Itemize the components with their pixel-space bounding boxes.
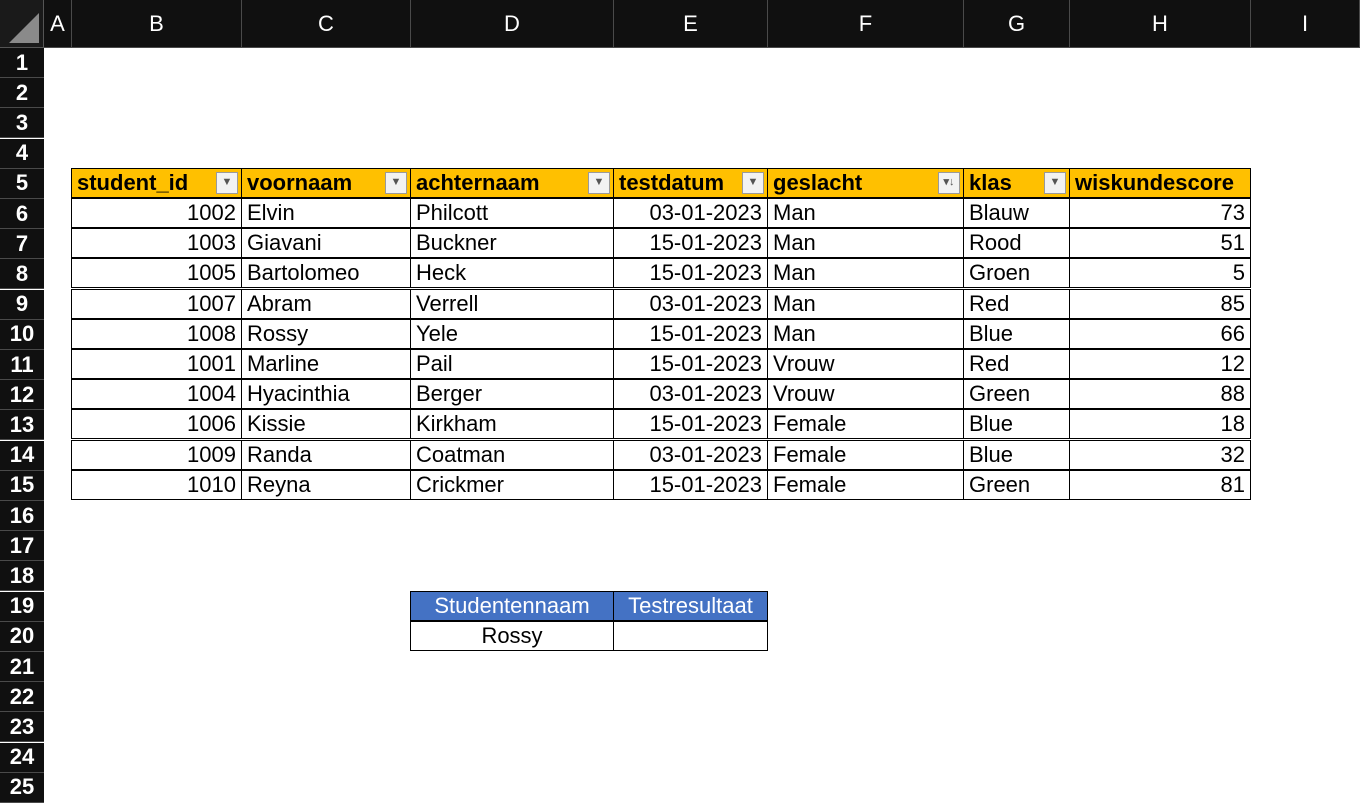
table-cell-student-id[interactable]: 1001 bbox=[71, 349, 242, 379]
row-header-21[interactable]: 21 bbox=[0, 652, 44, 682]
table-cell-wiskundescore[interactable]: 12 bbox=[1069, 349, 1251, 379]
table-cell-testdatum[interactable]: 03-01-2023 bbox=[613, 379, 768, 409]
row-header-9[interactable]: 9 bbox=[0, 290, 44, 320]
table-cell-testdatum[interactable]: 15-01-2023 bbox=[613, 228, 768, 258]
table-cell-geslacht[interactable]: Vrouw bbox=[767, 349, 964, 379]
row-header-5[interactable]: 5 bbox=[0, 169, 44, 199]
table-cell-achternaam[interactable]: Heck bbox=[410, 258, 614, 288]
table-cell-wiskundescore[interactable]: 66 bbox=[1069, 319, 1251, 349]
row-header-7[interactable]: 7 bbox=[0, 229, 44, 259]
table-cell-voornaam[interactable]: Kissie bbox=[241, 409, 411, 439]
row-header-12[interactable]: 12 bbox=[0, 380, 44, 410]
table-cell-geslacht[interactable]: Female bbox=[767, 409, 964, 439]
table-cell-testdatum[interactable]: 15-01-2023 bbox=[613, 409, 768, 439]
table-cell-geslacht[interactable]: Man bbox=[767, 258, 964, 288]
table-cell-wiskundescore[interactable]: 51 bbox=[1069, 228, 1251, 258]
table-cell-klas[interactable]: Blue bbox=[963, 319, 1070, 349]
table-cell-achternaam[interactable]: Yele bbox=[410, 319, 614, 349]
column-header-c[interactable]: C bbox=[242, 0, 411, 48]
table-cell-geslacht[interactable]: Man bbox=[767, 198, 964, 228]
header-label-voornaam: voornaam bbox=[247, 169, 353, 195]
table-cell-testdatum[interactable]: 15-01-2023 bbox=[613, 470, 768, 500]
row-header-1[interactable]: 1 bbox=[0, 48, 44, 78]
row-header-2[interactable]: 2 bbox=[0, 78, 44, 108]
row-header-22[interactable]: 22 bbox=[0, 682, 44, 712]
table-cell-geslacht[interactable]: Man bbox=[767, 319, 964, 349]
lookup-header-testresultaat[interactable]: Testresultaat bbox=[613, 591, 768, 621]
table-cell-voornaam[interactable]: Bartolomeo bbox=[241, 258, 411, 288]
table-cell-klas[interactable]: Blue bbox=[963, 440, 1070, 470]
header-label-testdatum: testdatum bbox=[619, 169, 725, 195]
table-cell-voornaam[interactable]: Reyna bbox=[241, 470, 411, 500]
row-header-8[interactable]: 8 bbox=[0, 259, 44, 289]
table-cell-voornaam[interactable]: Marline bbox=[241, 349, 411, 379]
select-all-corner[interactable] bbox=[0, 0, 44, 48]
row-header-25[interactable]: 25 bbox=[0, 773, 44, 803]
row-header-11[interactable]: 11 bbox=[0, 350, 44, 380]
table-cell-testdatum[interactable]: 03-01-2023 bbox=[613, 289, 768, 319]
table-cell-achternaam[interactable]: Pail bbox=[410, 349, 614, 379]
table-cell-student-id[interactable]: 1004 bbox=[71, 379, 242, 409]
lookup-header-studentennaam[interactable]: Studentennaam bbox=[410, 591, 614, 621]
table-header-testdatum[interactable] bbox=[613, 168, 768, 198]
table-cell-klas[interactable]: Green bbox=[963, 379, 1070, 409]
filter-dropdown-icon[interactable]: ▼ bbox=[1044, 172, 1066, 194]
table-cell-klas[interactable]: Red bbox=[963, 289, 1070, 319]
table-cell-wiskundescore[interactable]: 18 bbox=[1069, 409, 1251, 439]
header-label-geslacht: geslacht bbox=[773, 169, 863, 195]
table-cell-student-id[interactable]: 1007 bbox=[71, 289, 242, 319]
table-cell-testdatum[interactable]: 15-01-2023 bbox=[613, 258, 768, 288]
table-cell-voornaam[interactable]: Rossy bbox=[241, 319, 411, 349]
table-header-wiskundescore[interactable] bbox=[1069, 168, 1251, 198]
header-label-student-id: student_id bbox=[77, 169, 189, 195]
header-label-achternaam: achternaam bbox=[416, 169, 540, 195]
table-cell-wiskundescore[interactable]: 85 bbox=[1069, 289, 1251, 319]
column-header-f[interactable]: F bbox=[768, 0, 964, 48]
table-cell-testdatum[interactable]: 15-01-2023 bbox=[613, 349, 768, 379]
table-cell-geslacht[interactable]: Female bbox=[767, 470, 964, 500]
column-header-i[interactable]: I bbox=[1251, 0, 1360, 48]
table-header-achternaam[interactable] bbox=[410, 168, 614, 198]
table-cell-geslacht[interactable]: Man bbox=[767, 289, 964, 319]
column-header-e[interactable]: E bbox=[614, 0, 768, 48]
table-cell-klas[interactable]: Green bbox=[963, 470, 1070, 500]
table-cell-voornaam[interactable]: Hyacinthia bbox=[241, 379, 411, 409]
sort-descending-filter-icon[interactable]: ▾↓ bbox=[938, 172, 960, 194]
row-header-10[interactable]: 10 bbox=[0, 320, 44, 350]
row-header-19[interactable]: 19 bbox=[0, 592, 44, 622]
row-header-23[interactable]: 23 bbox=[0, 712, 44, 742]
row-header-15[interactable]: 15 bbox=[0, 471, 44, 501]
header-label-klas: klas bbox=[969, 169, 1012, 195]
table-cell-student-id[interactable]: 1009 bbox=[71, 440, 242, 470]
table-cell-wiskundescore[interactable]: 32 bbox=[1069, 440, 1251, 470]
column-header-a[interactable]: A bbox=[44, 0, 72, 48]
table-cell-wiskundescore[interactable]: 5 bbox=[1069, 258, 1251, 288]
table-cell-achternaam[interactable]: Philcott bbox=[410, 198, 614, 228]
table-header-klas[interactable] bbox=[963, 168, 1070, 198]
table-cell-achternaam[interactable]: Buckner bbox=[410, 228, 614, 258]
table-cell-voornaam[interactable]: Randa bbox=[241, 440, 411, 470]
table-cell-student-id[interactable]: 1003 bbox=[71, 228, 242, 258]
row-header-20[interactable]: 20 bbox=[0, 622, 44, 652]
column-header-h[interactable]: H bbox=[1070, 0, 1251, 48]
filter-dropdown-icon[interactable]: ▼ bbox=[588, 172, 610, 194]
table-cell-klas[interactable]: Blue bbox=[963, 409, 1070, 439]
row-header-17[interactable]: 17 bbox=[0, 531, 44, 561]
table-cell-testdatum[interactable]: 03-01-2023 bbox=[613, 198, 768, 228]
row-header-18[interactable]: 18 bbox=[0, 561, 44, 591]
table-cell-geslacht[interactable]: Vrouw bbox=[767, 379, 964, 409]
filter-dropdown-icon[interactable]: ▼ bbox=[742, 172, 764, 194]
table-cell-student-id[interactable]: 1010 bbox=[71, 470, 242, 500]
table-header-voornaam[interactable] bbox=[241, 168, 411, 198]
table-cell-wiskundescore[interactable]: 81 bbox=[1069, 470, 1251, 500]
table-cell-student-id[interactable]: 1005 bbox=[71, 258, 242, 288]
table-cell-achternaam[interactable]: Berger bbox=[410, 379, 614, 409]
table-cell-voornaam[interactable]: Elvin bbox=[241, 198, 411, 228]
table-cell-achternaam[interactable]: Verrell bbox=[410, 289, 614, 319]
lookup-value-testresultaat[interactable] bbox=[613, 621, 768, 651]
table-cell-klas[interactable]: Blauw bbox=[963, 198, 1070, 228]
column-header-b[interactable]: B bbox=[72, 0, 242, 48]
table-cell-klas[interactable]: Rood bbox=[963, 228, 1070, 258]
table-cell-testdatum[interactable]: 15-01-2023 bbox=[613, 319, 768, 349]
header-label-wiskundescore: wiskundescore bbox=[1075, 169, 1234, 195]
table-cell-voornaam[interactable]: Abram bbox=[241, 289, 411, 319]
table-cell-student-id[interactable]: 1006 bbox=[71, 409, 242, 439]
column-header-d[interactable]: D bbox=[411, 0, 614, 48]
select-all-triangle-icon bbox=[9, 13, 39, 43]
table-cell-student-id[interactable]: 1008 bbox=[71, 319, 242, 349]
lookup-value-studentennaam[interactable]: Rossy bbox=[410, 621, 614, 651]
table-cell-klas[interactable]: Red bbox=[963, 349, 1070, 379]
row-header-3[interactable]: 3 bbox=[0, 108, 44, 138]
table-cell-geslacht[interactable]: Female bbox=[767, 440, 964, 470]
table-cell-testdatum[interactable]: 03-01-2023 bbox=[613, 440, 768, 470]
table-cell-student-id[interactable]: 1002 bbox=[71, 198, 242, 228]
table-cell-wiskundescore[interactable]: 88 bbox=[1069, 379, 1251, 409]
table-cell-achternaam[interactable]: Kirkham bbox=[410, 409, 614, 439]
row-header-14[interactable]: 14 bbox=[0, 441, 44, 471]
table-header-geslacht[interactable] bbox=[767, 168, 964, 198]
table-cell-geslacht[interactable]: Man bbox=[767, 228, 964, 258]
table-cell-wiskundescore[interactable]: 73 bbox=[1069, 198, 1251, 228]
column-header-g[interactable]: G bbox=[964, 0, 1070, 48]
row-header-16[interactable]: 16 bbox=[0, 501, 44, 531]
row-header-6[interactable]: 6 bbox=[0, 199, 44, 229]
filter-dropdown-icon[interactable]: ▼ bbox=[385, 172, 407, 194]
table-cell-klas[interactable]: Groen bbox=[963, 258, 1070, 288]
row-header-24[interactable]: 24 bbox=[0, 743, 44, 773]
row-header-4[interactable]: 4 bbox=[0, 139, 44, 169]
table-cell-achternaam[interactable]: Crickmer bbox=[410, 470, 614, 500]
table-cell-voornaam[interactable]: Giavani bbox=[241, 228, 411, 258]
filter-dropdown-icon[interactable]: ▼ bbox=[216, 172, 238, 194]
row-header-13[interactable]: 13 bbox=[0, 410, 44, 440]
table-cell-achternaam[interactable]: Coatman bbox=[410, 440, 614, 470]
table-header-student-id[interactable] bbox=[71, 168, 242, 198]
